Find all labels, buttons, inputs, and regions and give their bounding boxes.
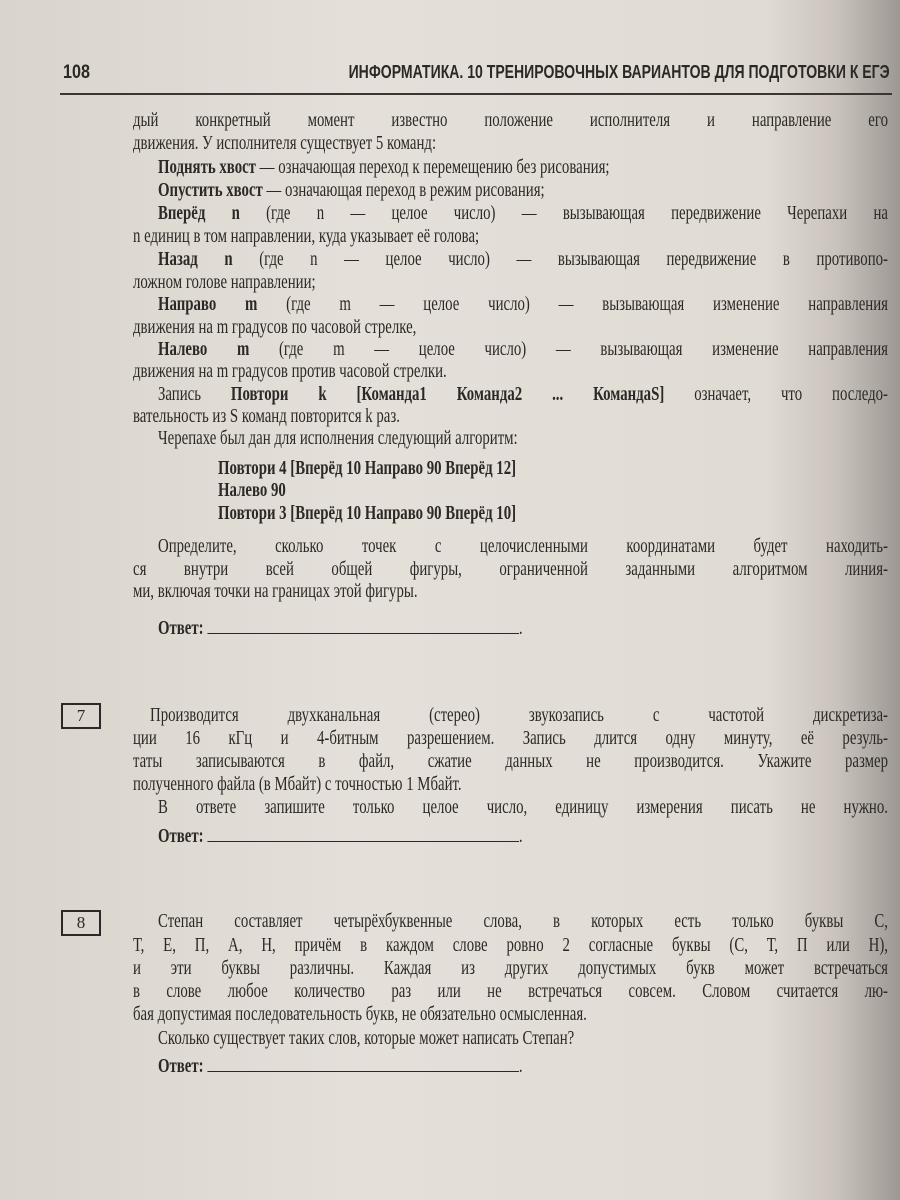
text-line [133,226,479,248]
bold-text: Опустить хвост [158,180,263,201]
text: движения на m градусов по часовой стрелке, [133,317,417,338]
bold-text: Поднять хвост [158,157,256,178]
text: . [518,826,523,847]
text: Черепахе был дан для исполнения следующий алгоритм: [158,428,518,449]
bold-text: Налево m [158,339,250,360]
text-line [158,203,888,225]
text-line [158,911,888,933]
text: (где m — целое число) — вызывающая изменение направления [257,294,888,315]
answer-line [158,1055,523,1078]
text-line [158,180,545,202]
task-number-8: 8 [61,910,101,936]
text-line [133,361,447,383]
text: ся внутри всей общей фигуры, ограниченной заданными алгоритмом линия- [133,559,888,580]
text: означает, что последо- [664,384,888,405]
text: n единиц в том направлении, куда указывает её голова; [133,226,480,247]
text: (где n — целое число) — вызывающая передвижение в противопо- [232,249,888,270]
bold-text: Ответ: [158,826,208,847]
text-line [150,705,888,727]
text: ложном голове направлении; [133,272,316,293]
bold-text: Налево 90 [218,480,286,501]
text: (где m — целое число) — вызывающая изменение направления [249,339,888,360]
text-line [133,1004,587,1026]
text-line [133,728,888,750]
text-line [158,384,888,406]
page-number: 108 [63,62,90,83]
text-line [218,458,516,480]
text-line [158,797,888,819]
text: полученного файла (в Мбайт) с точностью 1 Мбайт. [133,774,462,795]
answer-line [158,617,523,640]
text-line [133,272,316,294]
bold-text: Ответ: [158,618,208,639]
text-line [133,774,462,796]
answer-blank-field[interactable] [207,617,519,634]
text-line [133,981,888,1003]
text: бая допустимая последовательность букв, не обязательно осмысленная. [133,1004,587,1025]
text: — означающая переход к перемещению без рисования; [255,157,610,178]
text-line [158,1028,574,1050]
text: Определите, сколько точек с целочисленными координатами будет находить- [158,536,888,557]
text-line [133,751,888,773]
text: вательность из S команд повторится k раз. [133,406,400,427]
bold-text: Направо m [158,294,258,315]
bold-text: Ответ: [158,1056,208,1077]
answer-line [158,825,523,848]
text-line [158,249,888,271]
text-line [133,559,888,581]
text: . [518,618,523,639]
text: таты записываются в файл, сжатие данных не производится. Укажите размер [133,751,888,772]
text: В ответе запишите только целое число, единицу измерения писать не нужно. [158,797,888,818]
bold-text: Повтори k [Команда1 Команда2 ... КомандаS] [230,384,665,405]
text-line [158,157,610,179]
text: Т, Е, П, А, Н, причём в каждом слове ровно 2 согласные буквы (С, Т, П или Н), [133,935,888,956]
text-line [133,110,888,132]
text-line [133,406,400,428]
text: — означающая переход в режим рисования; [262,180,545,201]
answer-blank-field[interactable] [207,825,519,842]
text: в слове любое количество раз или не встречаться совсем. Словом считается лю- [133,981,888,1002]
text: Степан составляет четырёхбуквенные слова, в которых есть только буквы С, [158,911,888,932]
text-line [133,935,888,957]
text-line [133,133,436,155]
text-line [158,428,518,450]
text: ции 16 кГц и 4-битным разрешением. Запись длится одну минуту, её резуль- [133,728,888,749]
text-line [133,317,416,339]
text: . [518,1056,523,1077]
text: движения. У исполнителя существует 5 команд: [133,133,437,154]
text-line [158,339,888,361]
text-line [133,581,418,603]
text: дый конкретный момент известно положение исполнителя и направление его [133,110,888,131]
text-line [133,958,888,980]
bold-text: Повтори 4 [Вперёд 10 Направо 90 Вперёд 12] [218,458,517,479]
text-line [218,480,286,502]
text-line [218,503,516,525]
text: Сколько существует таких слов, которые может написать Степан? [158,1028,575,1049]
answer-blank-field[interactable] [207,1055,519,1072]
bold-text: Вперёд n [158,203,240,224]
text: Запись [158,384,231,405]
running-header-title: ИНФОРМАТИКА. 10 ТРЕНИРОВОЧНЫХ ВАРИАНТОВ ДЛЯ ПОДГОТОВКИ К ЕГЭ [348,62,890,82]
task-number-7: 7 [61,703,101,729]
text-line [158,536,888,558]
text-line [158,294,888,316]
text: Производится двухканальная (стерео) звукозапись с частотой дискретиза- [150,705,888,726]
text: (где n — целое число) — вызывающая передвижение Черепахи на [239,203,888,224]
text: движения на m градусов против часовой стрелки. [133,361,447,382]
header-rule [60,93,892,95]
bold-text: Повтори 3 [Вперёд 10 Направо 90 Вперёд 10] [218,503,517,524]
text: ми, включая точки на границах этой фигуры. [133,581,418,602]
bold-text: Назад n [158,249,233,270]
text: и эти буквы различны. Каждая из других допустимых букв может встречаться [133,958,888,979]
